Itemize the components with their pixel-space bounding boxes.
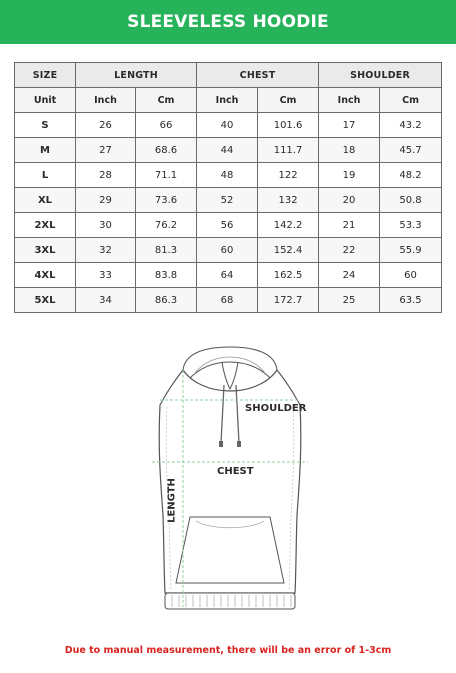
value-cell: 43.2 xyxy=(380,113,442,138)
chest-label: CHEST xyxy=(217,466,254,477)
value-cell: 27 xyxy=(76,138,136,163)
size-cell: 5XL xyxy=(15,288,76,313)
table-row xyxy=(15,263,442,288)
table-body xyxy=(15,113,442,313)
value-cell: 56 xyxy=(197,213,258,238)
value-cell: 53.3 xyxy=(380,213,442,238)
value-cell: 162.5 xyxy=(258,263,319,288)
unit-cell: Inch xyxy=(319,88,380,113)
table-row xyxy=(15,188,442,213)
unit-cell: Cm xyxy=(136,88,197,113)
value-cell: 55.9 xyxy=(380,238,442,263)
value-cell: 172.7 xyxy=(258,288,319,313)
value-cell: 21 xyxy=(319,213,380,238)
value-cell: 45.7 xyxy=(380,138,442,163)
value-cell: 73.6 xyxy=(136,188,197,213)
value-cell: 48.2 xyxy=(380,163,442,188)
value-cell: 64 xyxy=(197,263,258,288)
value-cell: 40 xyxy=(197,113,258,138)
value-cell: 18 xyxy=(319,138,380,163)
table-header-row xyxy=(15,63,442,88)
size-cell: 2XL xyxy=(15,213,76,238)
page-title: SLEEVELESS HOODIE xyxy=(127,12,329,32)
table-row xyxy=(15,113,442,138)
value-cell: 132 xyxy=(258,188,319,213)
title-banner xyxy=(0,0,456,44)
value-cell: 28 xyxy=(76,163,136,188)
size-cell: 4XL xyxy=(15,263,76,288)
table-row xyxy=(15,213,442,238)
value-cell: 25 xyxy=(319,288,380,313)
unit-cell: Cm xyxy=(380,88,442,113)
value-cell: 152.4 xyxy=(258,238,319,263)
value-cell: 50.8 xyxy=(380,188,442,213)
table-row xyxy=(15,288,442,313)
unit-cell: Unit xyxy=(15,88,76,113)
value-cell: 122 xyxy=(258,163,319,188)
value-cell: 86.3 xyxy=(136,288,197,313)
value-cell: 20 xyxy=(319,188,380,213)
size-cell: S xyxy=(15,113,76,138)
value-cell: 30 xyxy=(76,213,136,238)
value-cell: 19 xyxy=(319,163,380,188)
value-cell: 83.8 xyxy=(136,263,197,288)
size-chart-table xyxy=(14,62,442,313)
table-unit-row xyxy=(15,88,442,113)
value-cell: 32 xyxy=(76,238,136,263)
length-label: LENGTH xyxy=(166,478,178,523)
value-cell: 60 xyxy=(380,263,442,288)
value-cell: 60 xyxy=(197,238,258,263)
value-cell: 44 xyxy=(197,138,258,163)
table-row xyxy=(15,138,442,163)
shoulder-label: SHOULDER xyxy=(245,403,307,414)
unit-cell: Inch xyxy=(197,88,258,113)
value-cell: 71.1 xyxy=(136,163,197,188)
value-cell: 101.6 xyxy=(258,113,319,138)
value-cell: 68.6 xyxy=(136,138,197,163)
value-cell: 17 xyxy=(319,113,380,138)
header-length: LENGTH xyxy=(76,63,197,88)
table-row xyxy=(15,163,442,188)
value-cell: 24 xyxy=(319,263,380,288)
unit-cell: Cm xyxy=(258,88,319,113)
value-cell: 22 xyxy=(319,238,380,263)
value-cell: 29 xyxy=(76,188,136,213)
unit-cell: Inch xyxy=(76,88,136,113)
value-cell: 111.7 xyxy=(258,138,319,163)
size-cell: XL xyxy=(15,188,76,213)
value-cell: 63.5 xyxy=(380,288,442,313)
value-cell: 26 xyxy=(76,113,136,138)
value-cell: 68 xyxy=(197,288,258,313)
value-cell: 66 xyxy=(136,113,197,138)
header-chest: CHEST xyxy=(197,63,319,88)
size-cell: M xyxy=(15,138,76,163)
measurement-note: Due to manual measurement, there will be an error of 1-3cm xyxy=(64,645,392,656)
header-size: SIZE xyxy=(15,63,76,88)
size-cell: 3XL xyxy=(15,238,76,263)
size-cell: L xyxy=(15,163,76,188)
header-shoulder: SHOULDER xyxy=(319,63,442,88)
value-cell: 76.2 xyxy=(136,213,197,238)
value-cell: 34 xyxy=(76,288,136,313)
table-row xyxy=(15,238,442,263)
value-cell: 33 xyxy=(76,263,136,288)
value-cell: 81.3 xyxy=(136,238,197,263)
value-cell: 48 xyxy=(197,163,258,188)
value-cell: 52 xyxy=(197,188,258,213)
value-cell: 142.2 xyxy=(258,213,319,238)
